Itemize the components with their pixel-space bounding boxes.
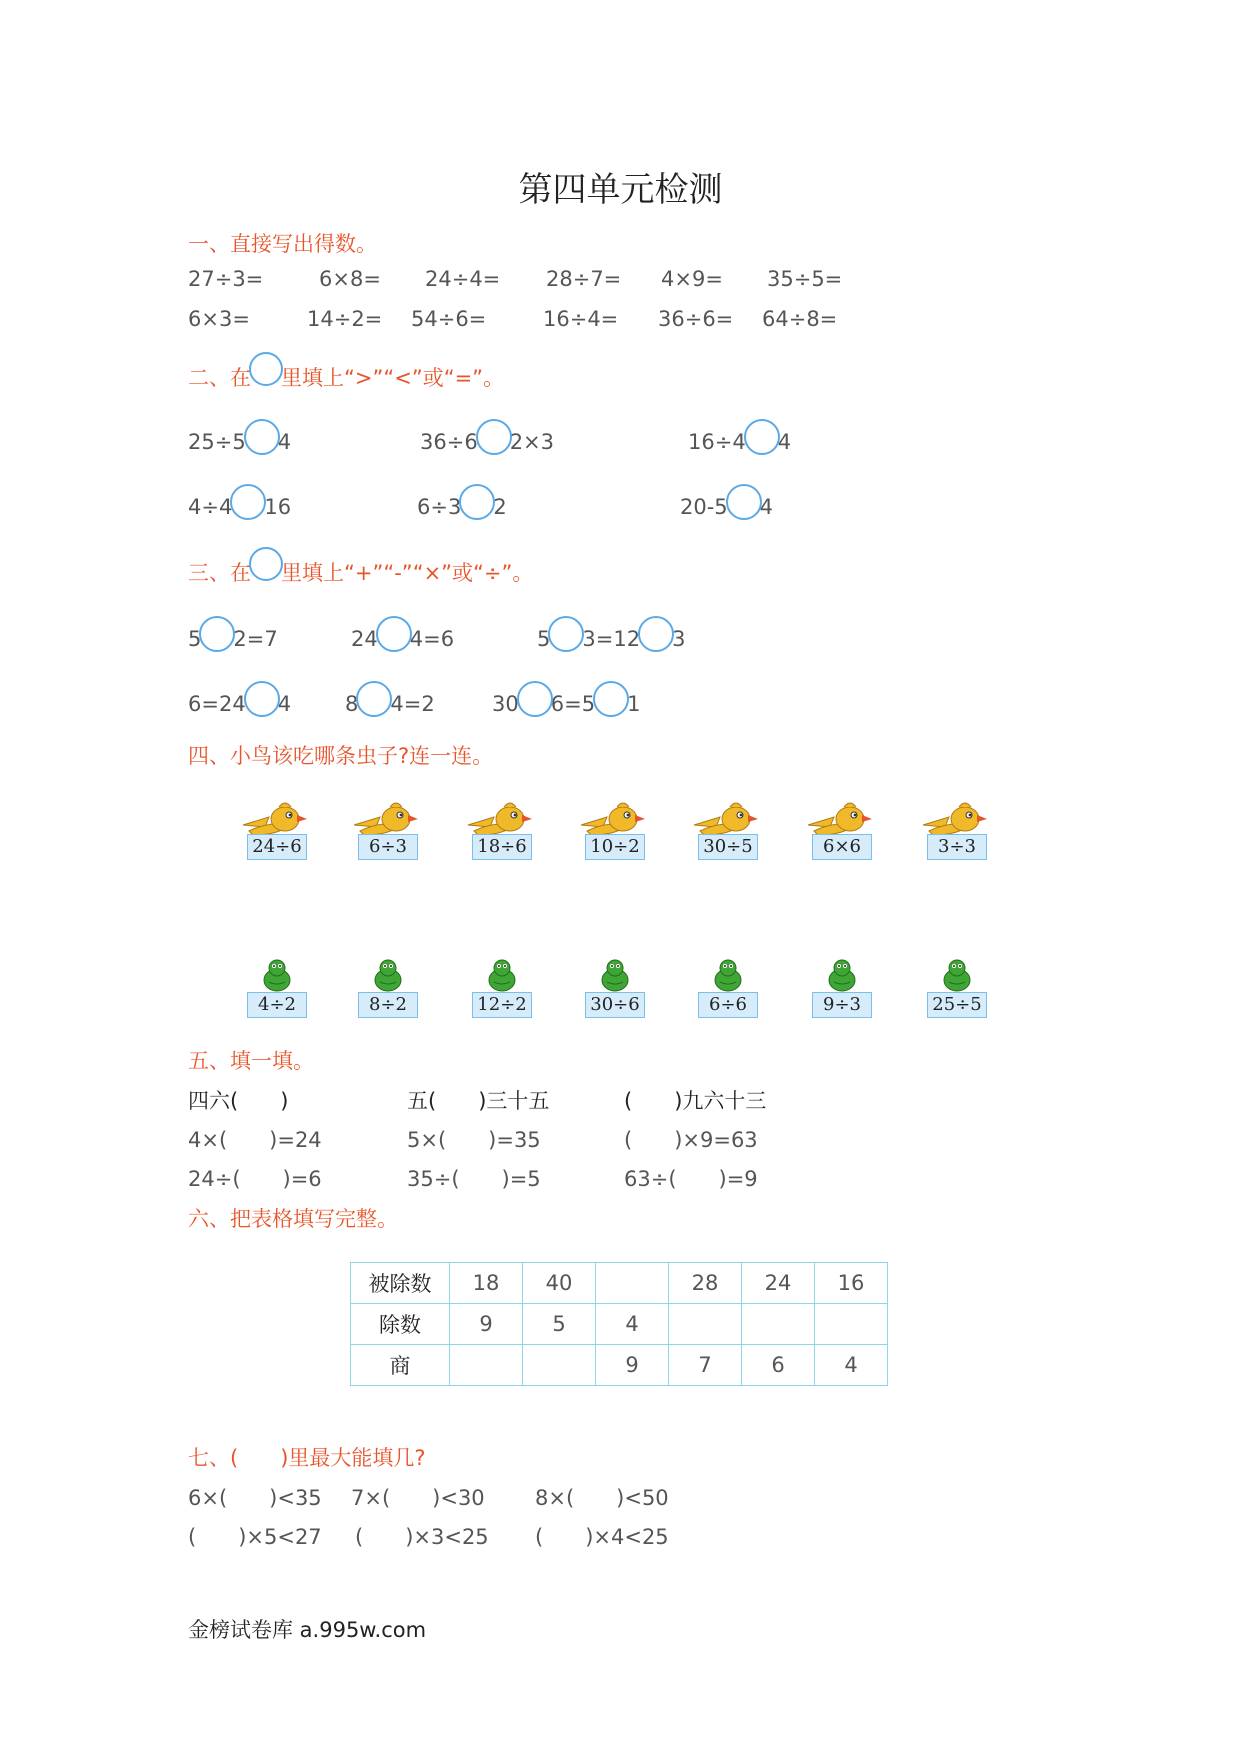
left-expr: 36÷6 — [420, 430, 478, 454]
calc-item: 36÷6= — [658, 307, 734, 331]
answer-circle[interactable] — [244, 681, 280, 717]
answer-circle[interactable] — [517, 681, 553, 717]
left-expr: 6÷3 — [417, 495, 462, 519]
table-cell: 5 — [523, 1304, 596, 1345]
section-2-heading — [188, 362, 504, 396]
expr-part: 6=5 — [550, 692, 596, 716]
table-cell: 被除数 — [351, 1263, 450, 1304]
max-fill-item: 6×( )<35 — [188, 1486, 322, 1510]
compare-item — [688, 425, 791, 461]
expr-part: 2=7 — [233, 627, 278, 651]
answer-circle[interactable] — [726, 484, 762, 520]
bird-card[interactable]: 24÷6 — [247, 834, 307, 860]
calc-item: 28÷7= — [546, 267, 622, 291]
table-cell[interactable] — [450, 1345, 523, 1386]
table-cell[interactable] — [742, 1304, 815, 1345]
table-cell: 28 — [669, 1263, 742, 1304]
calc-item: 24÷4= — [425, 267, 501, 291]
right-expr: 4 — [777, 430, 792, 454]
expr-part: 3 — [672, 627, 686, 651]
table-cell: 4 — [815, 1345, 888, 1386]
expr-part: 4=6 — [409, 627, 455, 651]
expr-part: 24 — [351, 627, 378, 651]
answer-circle[interactable] — [459, 484, 495, 520]
fill-item: 4×( )=24 — [188, 1128, 322, 1152]
right-expr: 4 — [759, 495, 774, 519]
operator-item — [351, 622, 454, 658]
max-fill-item: 7×( )<30 — [351, 1486, 485, 1510]
table-cell: 除数 — [351, 1304, 450, 1345]
bird-card[interactable]: 6÷3 — [358, 834, 418, 860]
bug-icon[interactable] — [368, 958, 408, 996]
table-cell: 4 — [596, 1304, 669, 1345]
max-fill-item: 8×( )<50 — [535, 1486, 669, 1510]
table-row — [351, 1304, 888, 1345]
expr-part: 6=24 — [188, 692, 246, 716]
table-cell[interactable] — [523, 1345, 596, 1386]
calc-item: 64÷8= — [762, 307, 838, 331]
right-expr: 4 — [277, 430, 292, 454]
operator-item — [188, 622, 278, 658]
bug-card[interactable]: 4÷2 — [247, 992, 307, 1018]
section-3-heading — [188, 557, 533, 591]
table-row — [351, 1263, 888, 1304]
compare-item — [188, 425, 291, 461]
heading-text: 三、在 — [188, 561, 251, 585]
calc-item: 6×8= — [319, 267, 381, 291]
section-4-heading: 四、小鸟该吃哪条虫子?连一连。 — [188, 744, 494, 768]
expr-part: 1 — [627, 692, 641, 716]
answer-circle[interactable] — [376, 616, 412, 652]
bug-card[interactable]: 8÷2 — [358, 992, 418, 1018]
table-cell: 9 — [596, 1345, 669, 1386]
answer-circle[interactable] — [244, 419, 280, 455]
right-expr: 2 — [493, 495, 507, 519]
expr-part: 30 — [492, 692, 519, 716]
fill-item: 35÷( )=5 — [407, 1167, 541, 1191]
answer-circle[interactable] — [593, 681, 629, 717]
bug-card[interactable]: 6÷6 — [698, 992, 758, 1018]
section-1-heading: 一、直接写出得数。 — [188, 232, 377, 256]
left-expr: 4÷4 — [188, 495, 233, 519]
calc-item: 35÷5= — [767, 267, 843, 291]
left-expr: 20-5 — [680, 495, 728, 519]
heading-text: 二、在 — [188, 366, 251, 390]
fill-item: 63÷( )=9 — [624, 1167, 758, 1191]
heading-text: 里填上“+”“-”“×”或“÷”。 — [281, 561, 534, 585]
right-expr: 16 — [264, 495, 292, 519]
table-row — [351, 1345, 888, 1386]
table-cell[interactable] — [596, 1263, 669, 1304]
bird-card[interactable]: 18÷6 — [472, 834, 532, 860]
answer-circle[interactable] — [199, 616, 235, 652]
max-fill-item: ( )×5<27 — [188, 1525, 322, 1549]
bug-icon[interactable] — [708, 958, 748, 996]
bug-icon[interactable] — [822, 958, 862, 996]
table-cell[interactable] — [815, 1304, 888, 1345]
expr-part: 5 — [537, 627, 551, 651]
compare-item — [420, 425, 554, 461]
circle-icon — [249, 547, 283, 581]
heading-text: 里填上“>”“<”或“=”。 — [281, 366, 505, 390]
section-5-heading: 五、填一填。 — [188, 1049, 314, 1073]
fill-item: ( )×9=63 — [624, 1128, 758, 1152]
left-expr: 25÷5 — [188, 430, 246, 454]
compare-item — [417, 490, 507, 526]
bug-card[interactable]: 30÷6 — [585, 992, 645, 1018]
table-cell: 6 — [742, 1345, 815, 1386]
bug-icon[interactable] — [595, 958, 635, 996]
answer-circle[interactable] — [230, 484, 266, 520]
answer-circle[interactable] — [356, 681, 392, 717]
table-cell: 商 — [351, 1345, 450, 1386]
max-fill-item: ( )×4<25 — [535, 1525, 669, 1549]
fill-item: 四六( ) — [188, 1089, 289, 1113]
expr-part: 8 — [345, 692, 359, 716]
fill-item: 5×( )=35 — [407, 1128, 541, 1152]
operator-item — [188, 687, 291, 723]
expr-part: 3=12 — [582, 627, 641, 651]
section-7-heading: 七、( )里最大能填几? — [188, 1446, 426, 1470]
division-table — [350, 1262, 888, 1386]
bird-card[interactable]: 3÷3 — [927, 834, 987, 860]
calc-item: 27÷3= — [188, 267, 264, 291]
bug-icon[interactable] — [257, 958, 297, 996]
expr-part: 4=2 — [390, 692, 435, 716]
calc-item: 14÷2= — [307, 307, 383, 331]
section-6-heading: 六、把表格填写完整。 — [188, 1207, 398, 1231]
bug-card[interactable]: 12÷2 — [472, 992, 532, 1018]
table-cell: 7 — [669, 1345, 742, 1386]
calc-item: 54÷6= — [411, 307, 487, 331]
operator-item — [492, 687, 640, 723]
compare-item — [680, 490, 773, 526]
page-title: 第四单元检测 — [518, 170, 723, 210]
fill-item: 24÷( )=6 — [188, 1167, 322, 1191]
calc-item: 4×9= — [661, 267, 723, 291]
calc-item: 6×3= — [188, 307, 250, 331]
bird-card[interactable]: 30÷5 — [698, 834, 758, 860]
fill-item: ( )九六十三 — [624, 1089, 767, 1113]
table-cell: 16 — [815, 1263, 888, 1304]
bug-icon[interactable] — [482, 958, 522, 996]
answer-circle[interactable] — [548, 616, 584, 652]
calc-item: 16÷4= — [543, 307, 619, 331]
expr-part: 4 — [277, 692, 292, 716]
table-cell: 24 — [742, 1263, 815, 1304]
answer-circle[interactable] — [476, 419, 512, 455]
operator-item — [537, 622, 685, 658]
expr-part: 5 — [188, 627, 202, 651]
bird-card[interactable]: 6×6 — [812, 834, 872, 860]
max-fill-item: ( )×3<25 — [355, 1525, 489, 1549]
fill-item: 五( )三十五 — [407, 1089, 550, 1113]
table-cell[interactable] — [669, 1304, 742, 1345]
left-expr: 16÷4 — [688, 430, 746, 454]
footer-source: 金榜试卷库 a.995w.com — [188, 1618, 427, 1642]
bug-icon[interactable] — [937, 958, 977, 996]
table-cell: 9 — [450, 1304, 523, 1345]
answer-circle[interactable] — [744, 419, 780, 455]
table-cell: 18 — [450, 1263, 523, 1304]
bug-card[interactable]: 25÷5 — [927, 992, 987, 1018]
table-cell: 40 — [523, 1263, 596, 1304]
right-expr: 2×3 — [509, 430, 555, 454]
compare-item — [188, 490, 291, 526]
operator-item — [345, 687, 435, 723]
bird-card[interactable]: 10÷2 — [585, 834, 645, 860]
bug-card[interactable]: 9÷3 — [812, 992, 872, 1018]
answer-circle[interactable] — [638, 616, 674, 652]
circle-icon — [249, 352, 283, 386]
